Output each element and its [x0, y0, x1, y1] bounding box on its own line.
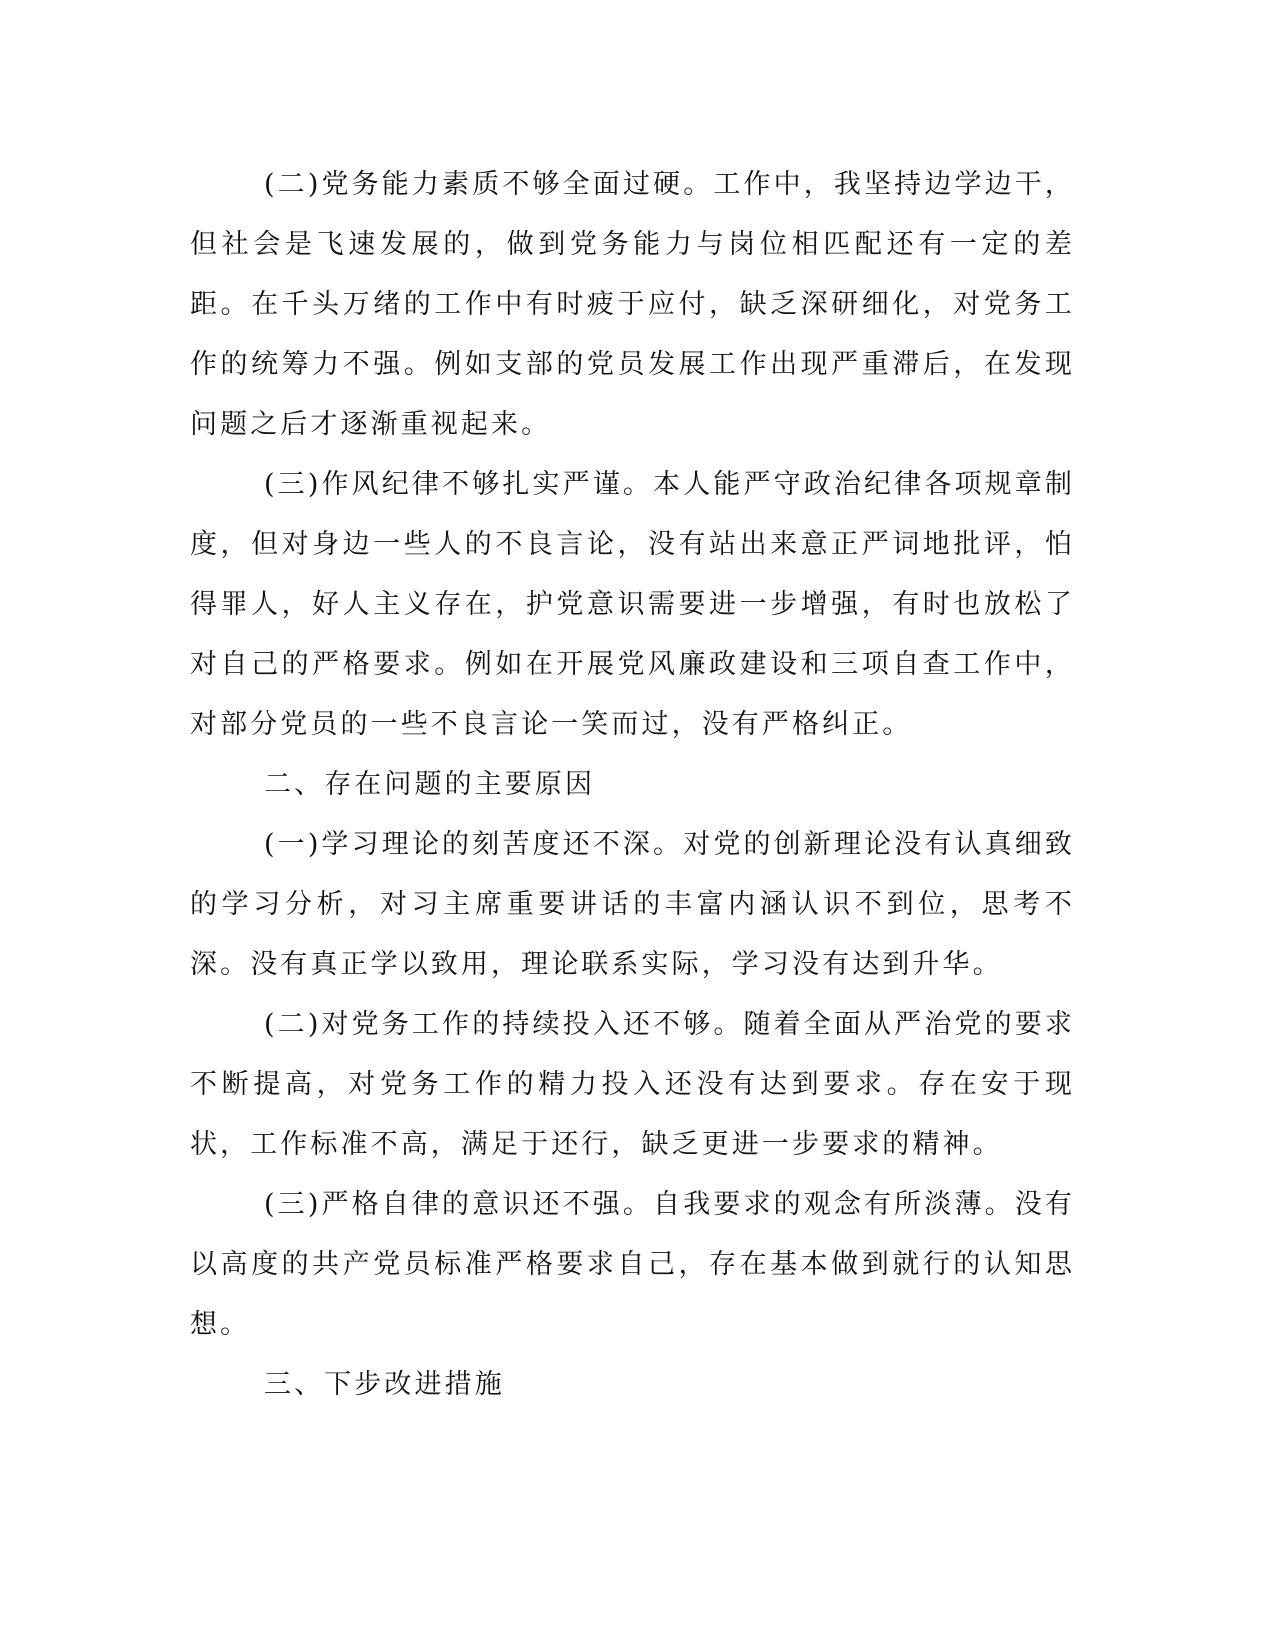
paragraph-work-style-discipline: (三)作风纪律不够扎实严谨。本人能严守政治纪律各项规章制度，但对身边一些人的不良言论，没有站出来意正严词地批评，怕得罪人，好人主义存在，护党意识需要进一步增强，有时也放松了对自己的严格要求。例如在开展党风廉政建设和三项自查工作中，对部分党员的一些不良言论一笑而过，没有严格纠正。	[190, 469, 1075, 740]
paragraph-theory-study: (一)学习理论的刻苦度还不深。对党的创新理论没有认真细致的学习分析，对习主席重要讲话的丰富内涵认识不到位，思考不深。没有真正学以致用，理论联系实际，学习没有达到升华。	[190, 829, 1075, 980]
paragraph-party-work-ability: (二)党务能力素质不够全面过硬。工作中，我坚持边学边干，但社会是飞速发展的，做到党务能力与岗位相匹配还有一定的差距。在千头万绪的工作中有时疲于应付，缺乏深研细化，对党务工作的统筹力不强。例如支部的党员发展工作出现严重滞后，在发现问题之后才逐渐重视起来。	[190, 169, 1075, 440]
heading-improvement-measures: 三、下步改进措施	[264, 1369, 505, 1400]
document-page	[190, 155, 1075, 1415]
heading-main-causes: 二、存在问题的主要原因	[264, 769, 596, 800]
paragraph-self-discipline: (三)严格自律的意识还不强。自我要求的观念有所淡薄。没有以高度的共产党员标准严格要求自己，存在基本做到就行的认知思想。	[190, 1189, 1075, 1340]
paragraph-work-investment: (二)对党务工作的持续投入还不够。随着全面从严治党的要求不断提高，对党务工作的精力投入还没有达到要求。存在安于现状，工作标准不高，满足于还行，缺乏更进一步要求的精神。	[190, 1009, 1075, 1160]
